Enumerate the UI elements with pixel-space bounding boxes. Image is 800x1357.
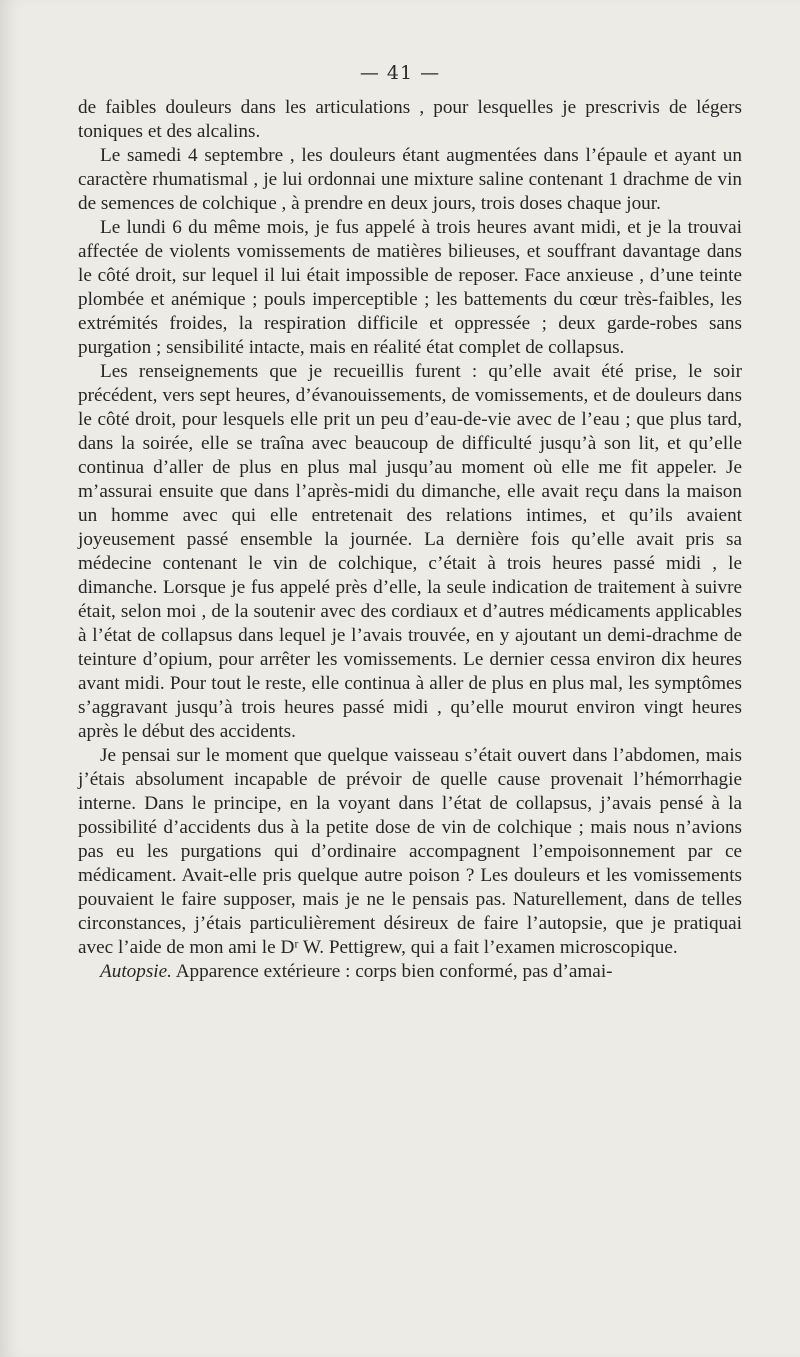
paragraph-text: Apparence extérieure : corps bien conformé, pas d’amai- — [171, 961, 613, 982]
paragraph: Le lundi 6 du même mois, je fus appelé à trois heures avant midi, et je la trouvai affectée de violents vomissements de matières bilieuses, et souffrant davantage dans le côté droit, sur lequel il lui était impossible de reposer. Face anxieuse , d’une teinte plombée et anémique ; pouls imperceptible ; les battements du cœur très-faibles, les extrémités froides, la respiration difficile et oppressée ; deux garde-robes sans purgation ; sensibilité intacte, mais en réalité état complet de collapsus. — [78, 217, 742, 358]
section-label: Autopsie. — [100, 961, 172, 982]
paragraph — [78, 960, 742, 984]
page-number: — 41 — — [359, 62, 441, 84]
paragraph: Je pensai sur le moment que quelque vaisseau s’était ouvert dans l’abdomen, mais j’étais absolument incapable de prévoir de quelle cause provenait l’hémorrhagie interne. Dans le principe, en la voyant dans l’état de collapsus, j’avais pensé à la possibilité d’accidents dus à la petite dose de vin de colchique ; mais nous n’avions pas eu les purgations qui d’ordinaire accompagnent l’empoisonnement par ce médicament. Avait-elle pris quelque autre poison ? Les douleurs et les vomissements pouvaient le faire supposer, mais je ne le pensais pas. Naturellement, dans de telles circonstances, j’étais particulièrement désireux de faire l’autopsie, que je pratiquai avec l’aide de mon ami le Dʳ W. Pettigrew, qui a fait l’examen microscopique. — [78, 745, 742, 958]
paragraph: Les renseignements que je recueillis furent : qu’elle avait été prise, le soir précédent, vers sept heures, d’évanouissements, de vomissements, et de douleurs dans le côté droit, pour lesquels elle prit un peu d’eau-de-vie avec de l’eau ; que plus tard, dans la soirée, elle se traîna avec beaucoup de difficulté jusqu’à son lit, et qu’elle continua d’aller de plus en plus mal jusqu’au moment où elle me fit appeler. Je m’assurai ensuite que dans l’après-midi du dimanche, elle avait reçu dans la maison un homme avec qui elle entretenait des relations intimes, et qu’ils avaient joyeusement passé ensemble la journée. La dernière fois qu’elle avait pris sa médecine contenant le vin de colchique, c’était à trois heures passé midi , le dimanche. Lorsque je fus appelé près d’elle, la seule indication de traitement à suivre était, selon moi , de la soutenir avec des cordiaux et d’autres médicaments applicables à l’état de collapsus dans lequel je l’avais trouvée, en y ajoutant un demi-drachme de teinture d’opium, pour arrêter les vomissements. Le dernier cessa environ dix heures avant midi. Pour tout le reste, elle continua à aller de plus en plus mal, les symptômes s’aggravant jusqu’à trois heures passé midi , qu’elle mourut environ vingt heures après le début des accidents. — [78, 361, 742, 742]
paragraph: de faibles douleurs dans les articulations , pour lesquelles je prescrivis de légers toniques et des alcalins. — [78, 97, 742, 142]
body-text — [78, 96, 742, 984]
paragraph: Le samedi 4 septembre , les douleurs étant augmentées dans l’épaule et ayant un caractère rhumatismal , je lui ordonnai une mixture saline contenant 1 drachme de vin de semences de colchique , à prendre en deux jours, trois doses chaque jour. — [78, 145, 742, 214]
